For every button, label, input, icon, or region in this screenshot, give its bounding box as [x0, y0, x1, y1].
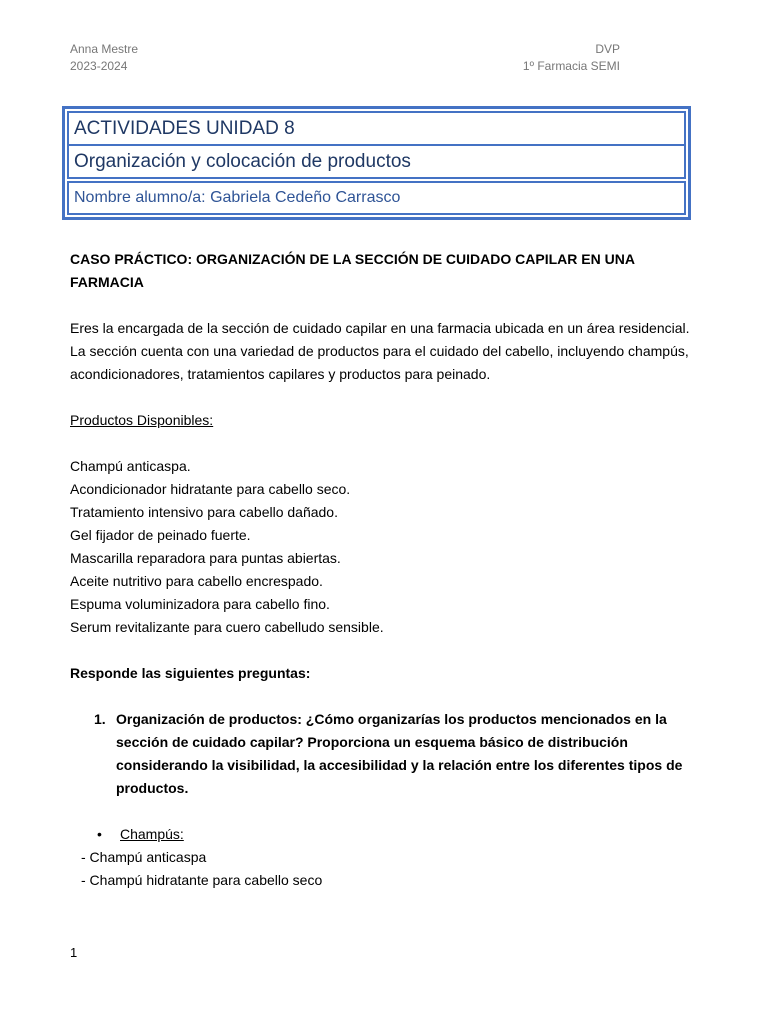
list-item: Tratamiento intensivo para cabello dañado.	[70, 504, 338, 520]
student-name: Nombre alumno/a: Gabriela Cedeño Carrasco	[67, 181, 686, 215]
bullet-icon: •	[97, 826, 102, 842]
module-name: DVP	[595, 42, 620, 56]
title-box	[62, 106, 691, 220]
question-number: 1.	[94, 711, 106, 727]
document-body	[70, 248, 702, 892]
list-item: Serum revitalizante para cuero cabelludo sensible.	[70, 619, 384, 635]
question-text: Organización de productos: ¿Cómo organizarías los productos mencionados en la sección de cuidado capilar? Proporciona un esquema básico de distribución considerando la visibilidad, la accesibilidad y la relación entre los diferentes tipos de productos.	[116, 711, 683, 796]
questions-heading: Responde las siguientes preguntas:	[70, 665, 311, 681]
question-1	[94, 708, 702, 800]
school-year: 2023-2024	[70, 59, 128, 73]
answer-category	[97, 823, 702, 846]
document-subtitle: Organización y colocación de productos	[67, 146, 686, 179]
case-heading: CASO PRÁCTICO: ORGANIZACIÓN DE LA SECCIÓN DE CUIDADO CAPILAR EN UNA FARMACIA	[70, 251, 635, 290]
list-item: Espuma voluminizadora para cabello fino.	[70, 596, 330, 612]
list-item: Acondicionador hidratante para cabello seco.	[70, 481, 351, 497]
products-heading: Productos Disponibles:	[70, 412, 214, 428]
list-item: Mascarilla reparadora para puntas abiertas.	[70, 550, 341, 566]
category-label: Champús:	[120, 826, 184, 842]
list-item: - Champú hidratante para cabello seco	[81, 872, 323, 888]
course-name: 1º Farmacia SEMI	[522, 59, 620, 73]
list-item: Aceite nutritivo para cabello encrespado.	[70, 573, 323, 589]
document-title: ACTIVIDADES UNIDAD 8	[67, 111, 686, 146]
products-list	[70, 455, 702, 639]
header-right	[523, 41, 620, 75]
page-number: 1	[70, 945, 78, 960]
list-item: - Champú anticaspa	[81, 849, 207, 865]
list-item: Gel fijador de peinado fuerte.	[70, 527, 251, 543]
case-intro: Eres la encargada de la sección de cuidado capilar en una farmacia ubicada en un área residencial. La sección cuenta con una variedad de productos para el cuidado del cabello, incluyendo champús, acondicionadores, tratamientos capilares y productos para peinado.	[70, 320, 690, 382]
list-item: Champú anticaspa.	[70, 458, 191, 474]
header-left	[70, 41, 138, 75]
author-name: Anna Mestre	[70, 42, 139, 56]
